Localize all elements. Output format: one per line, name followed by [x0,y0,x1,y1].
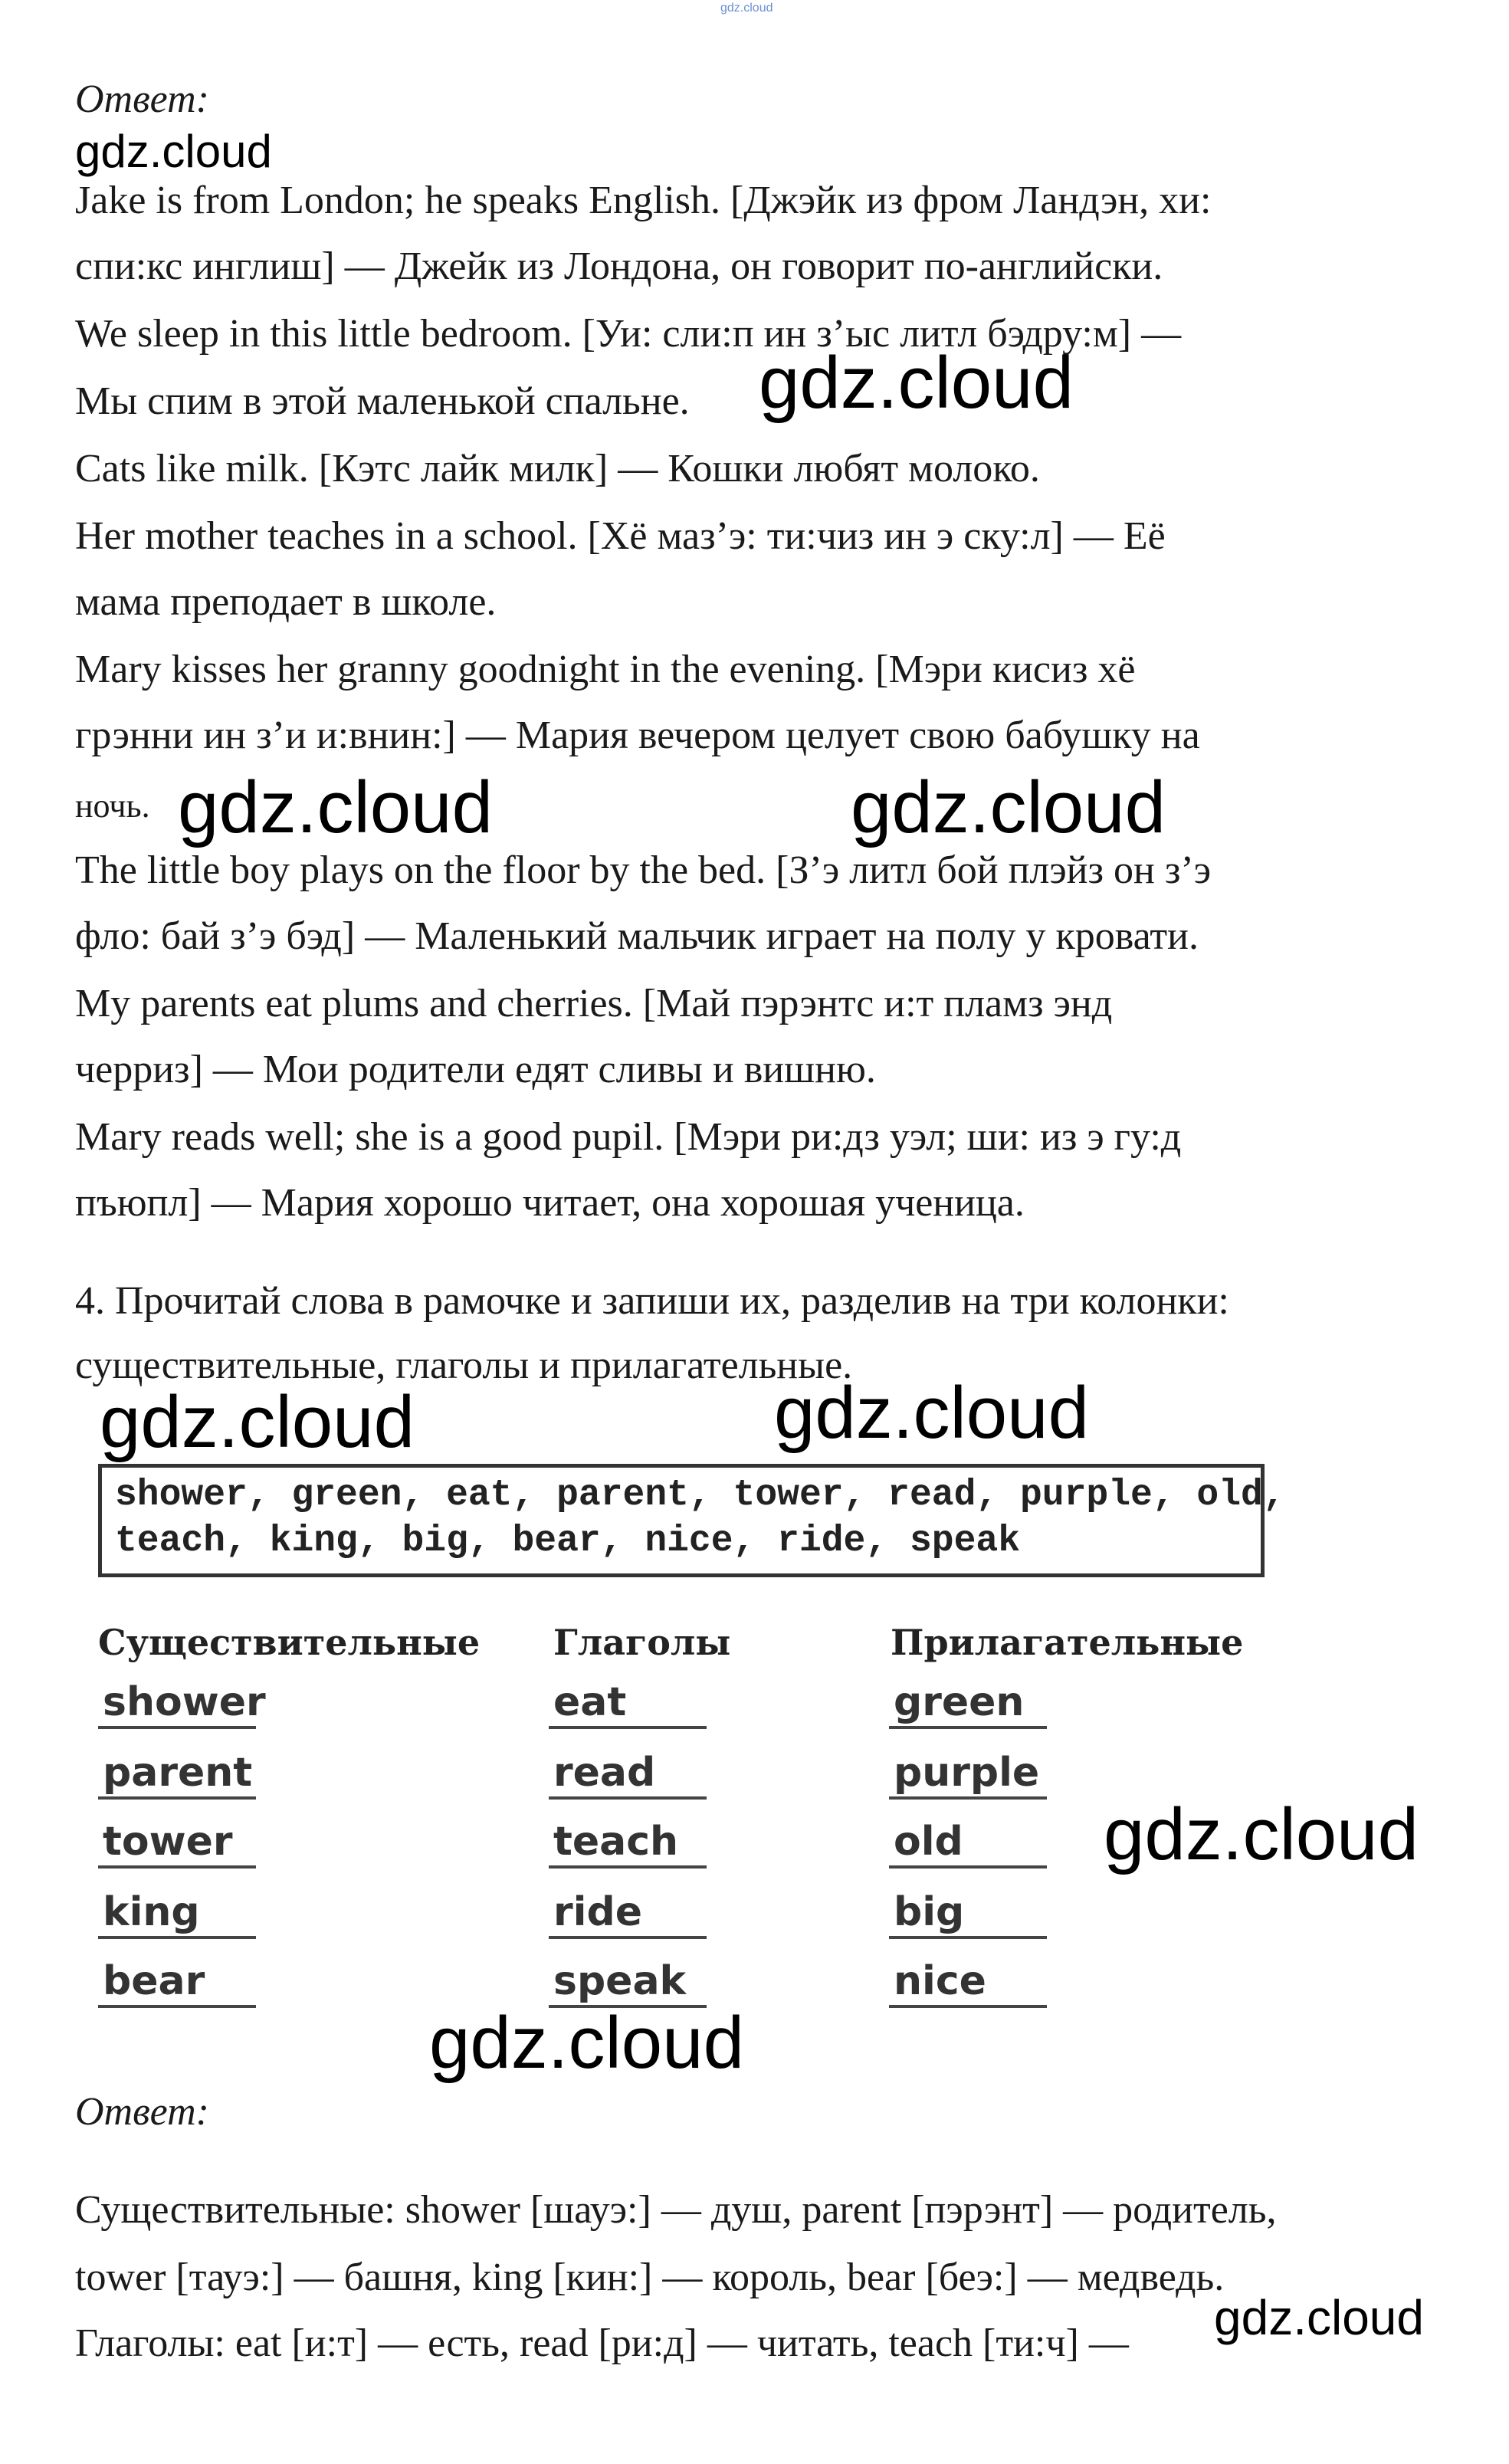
verb-word: speak [549,1957,707,2008]
top-watermark: gdz.cloud [720,2,773,15]
answer-label: Ответ: [75,77,209,121]
text-line: грэнни ин з’и и:внин:] — Мария вечером целует свою бабушку на [75,714,1200,757]
verb-word: teach [549,1818,707,1869]
text-line: Cats like milk. [Кэтс лайк милк] — Кошки любят молоко. [75,447,1040,491]
text-line: Глаголы: eat [и:т] — есть, read [ри:д] — читать, teach [ти:ч] — [75,2321,1129,2365]
verb-word: ride [549,1888,707,1939]
column-header-nouns: Существительные [98,1622,481,1663]
watermark: gdz.cloud [1214,2290,1424,2345]
adjective-word: purple [889,1749,1047,1800]
text-line: черриз] — Мои родители едят сливы и вишню. [75,1048,876,1091]
text-line: The little boy plays on the floor by the bed. [З’э литл бой плэйз он з’э [75,848,1212,892]
noun-word: parent [98,1749,256,1800]
text-line: tower [тауэ:] — башня, king [кин:] — король, bear [беэ:] — медведь. [75,2256,1225,2299]
adjective-word: green [889,1678,1047,1729]
noun-word: shower [98,1678,256,1729]
text-line: My parents eat plums and cherries. [Май пэрэнтс и:т пламз энд [75,982,1113,1025]
word-box-line: teach, king, big, bear, nice, ride, speak [115,1521,1020,1562]
adjective-word: big [889,1888,1047,1939]
text-line: Mary reads well; she is a good pupil. [Мэри ри:дз уэл; ши: из э гу:д [75,1115,1182,1159]
text-line: ночь. [75,787,150,825]
text-line: Мы спим в этой маленькой спальне. [75,379,690,423]
noun-word: king [98,1888,256,1939]
watermark: gdz.cloud [759,342,1074,424]
watermark: gdz.cloud [75,126,272,177]
adjective-word: nice [889,1957,1047,2008]
watermark: gdz.cloud [1104,1793,1419,1875]
text-line: Jake is from London; he speaks English. [Джэйк из фром Ландэн, хи: [75,179,1212,222]
column-header-verbs: Глаголы [553,1622,731,1663]
watermark: gdz.cloud [774,1372,1089,1454]
watermark: gdz.cloud [851,766,1166,848]
text-line: фло: бай з’э бэд] — Маленький мальчик играет на полу у кровати. [75,914,1199,958]
task-line: 4. Прочитай слова в рамочке и запиши их, разделив на три колонки: [75,1279,1229,1323]
verb-word: eat [549,1678,707,1729]
text-line: мама преподает в школе. [75,580,497,624]
text-line: We sleep in this little bedroom. [Уи: сли:п ин з’ыс литл бэдру:м] — [75,312,1182,356]
task-line: существительные, глаголы и прилагательные. [75,1344,853,1387]
text-line: спи:кс инглиш] — Джейк из Лондона, он говорит по-английски. [75,244,1163,288]
watermark: gdz.cloud [429,2002,744,2084]
watermark: gdz.cloud [178,766,493,848]
text-line: Mary kisses her granny goodnight in the evening. [Мэри кисиз хё [75,648,1136,691]
verb-word: read [549,1749,707,1800]
watermark: gdz.cloud [100,1381,415,1463]
word-box-line: shower, green, eat, parent, tower, read, purple, old, [115,1475,1285,1516]
noun-word: bear [98,1957,256,2008]
answer-label: Ответ: [75,2090,209,2134]
text-line: Her mother teaches in a school. [Хё маз’э: ти:чиз ин э ску:л] — Её [75,514,1166,558]
noun-word: tower [98,1818,256,1869]
text-line: Существительные: shower [шауэ:] — душ, parent [пэрэнт] — родитель, [75,2188,1277,2232]
adjective-word: old [889,1818,1047,1869]
column-header-adjectives: Прилагательные [891,1622,1244,1663]
text-line: пъюпл] — Мария хорошо читает, она хорошая ученица. [75,1181,1025,1225]
